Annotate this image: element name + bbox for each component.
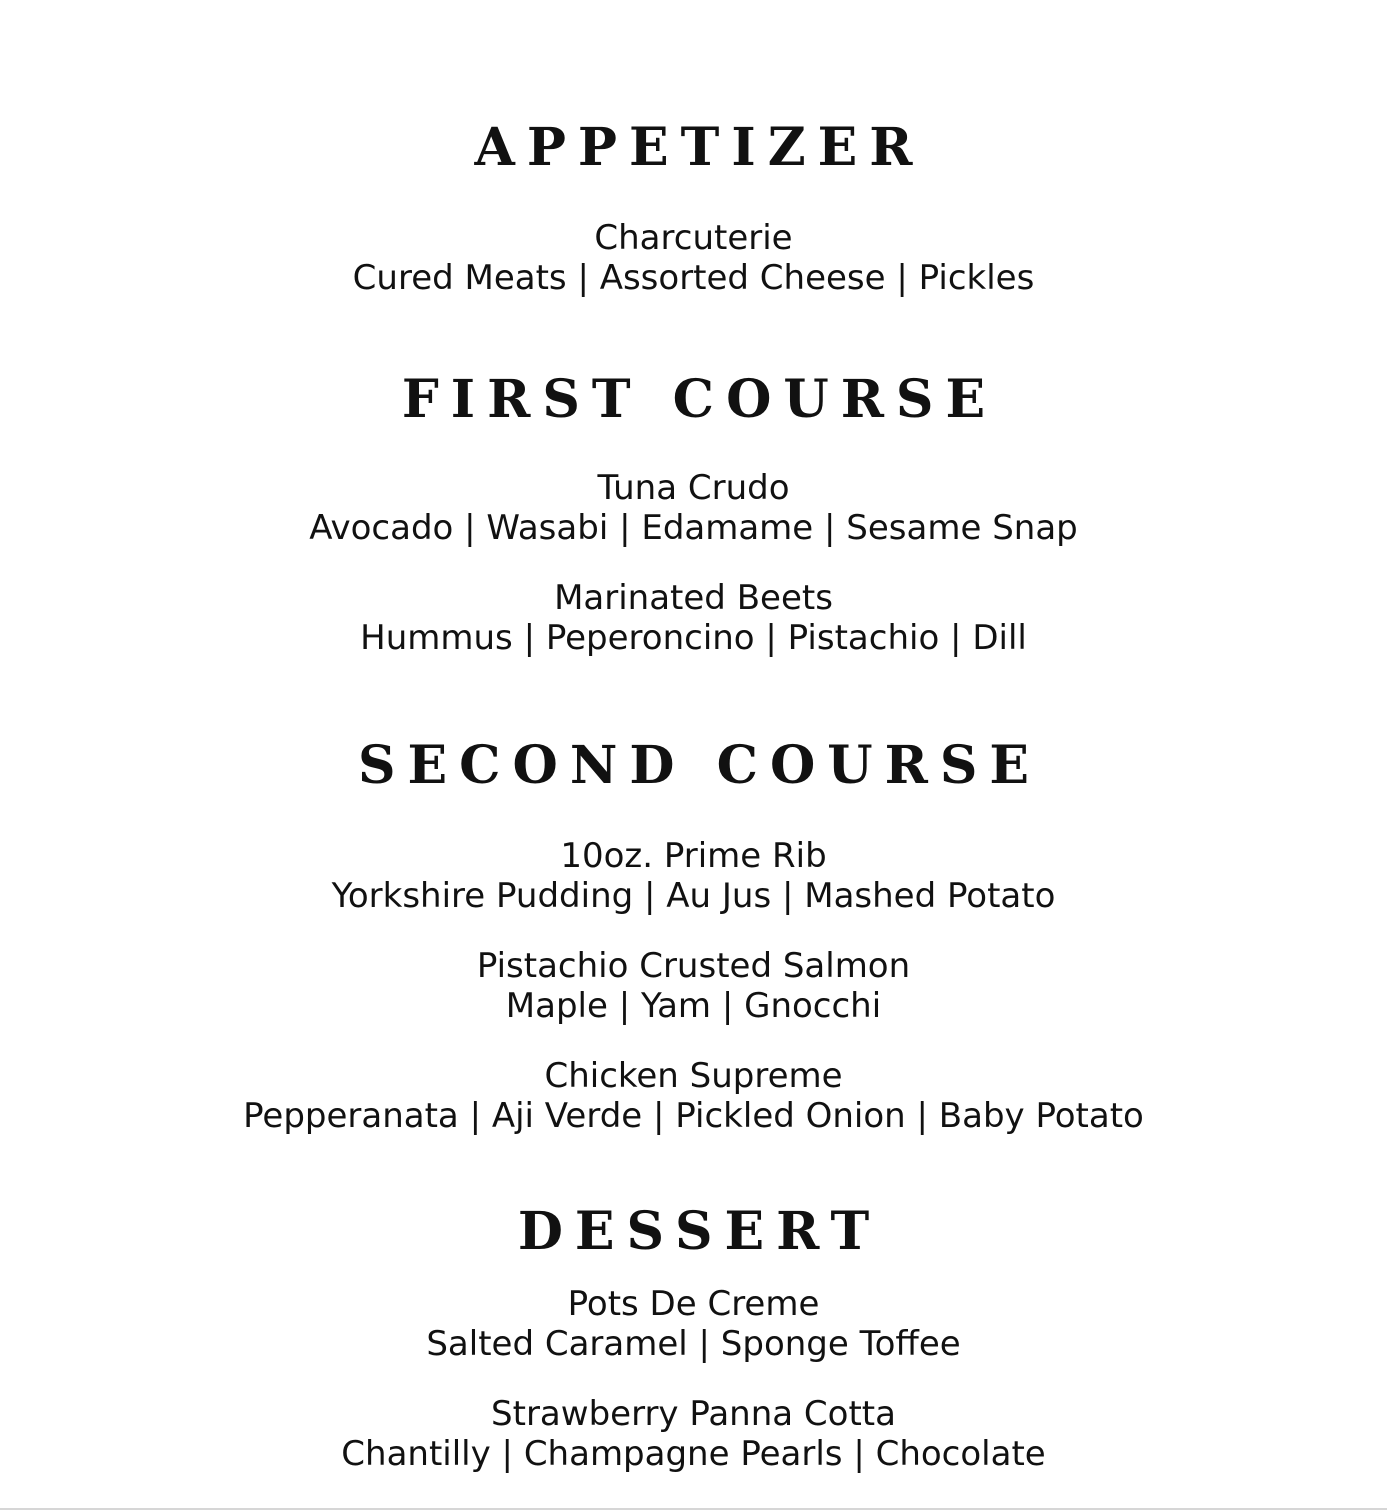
section-heading-second-course: SECOND COURSE xyxy=(357,735,1042,796)
dish-name: Charcuterie xyxy=(594,218,793,258)
dish-name: Marinated Beets xyxy=(554,578,833,618)
dish-name: Chicken Supreme xyxy=(544,1056,843,1096)
dish-pots-de-creme xyxy=(0,1284,1387,1364)
section-heading-first-course: FIRST COURSE xyxy=(401,369,998,430)
dish-tuna-crudo xyxy=(0,468,1387,548)
dish-sides: Pepperanata | Aji Verde | Pickled Onion | Baby Potato xyxy=(243,1096,1144,1136)
dish-name: Strawberry Panna Cotta xyxy=(491,1394,896,1434)
dish-sides: Avocado | Wasabi | Edamame | Sesame Snap xyxy=(309,508,1078,548)
dish-name: Pots De Creme xyxy=(567,1284,820,1324)
section-heading-appetizer: APPETIZER xyxy=(474,117,925,178)
dish-chicken-supreme xyxy=(0,1056,1387,1136)
dish-sides: Salted Caramel | Sponge Toffee xyxy=(426,1324,961,1364)
dish-name: Pistachio Crusted Salmon xyxy=(476,946,911,986)
dish-pistachio-crusted-salmon xyxy=(0,946,1387,1026)
dish-strawberry-panna-cotta xyxy=(0,1394,1387,1474)
dish-name: Tuna Crudo xyxy=(597,468,790,508)
section-heading-dessert: DESSERT xyxy=(517,1201,882,1262)
dish-sides: Cured Meats | Assorted Cheese | Pickles xyxy=(352,258,1035,298)
dish-sides: Yorkshire Pudding | Au Jus | Mashed Potato xyxy=(331,876,1056,916)
dish-sides: Chantilly | Champagne Pearls | Chocolate xyxy=(341,1434,1046,1474)
dish-sides: Maple | Yam | Gnocchi xyxy=(505,986,882,1026)
dish-charcuterie xyxy=(0,218,1387,298)
dish-sides: Hummus | Peperoncino | Pistachio | Dill xyxy=(360,618,1027,658)
dish-name: 10oz. Prime Rib xyxy=(560,836,827,876)
dish-marinated-beets xyxy=(0,578,1387,658)
dish-prime-rib xyxy=(0,836,1387,916)
